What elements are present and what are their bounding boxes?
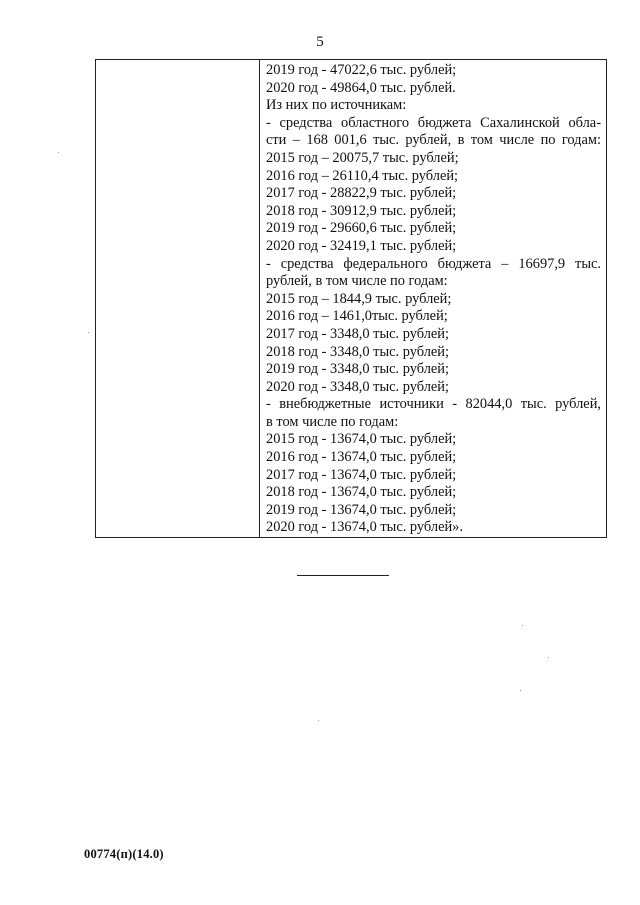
- text-line: - средства областного бюджета Сахалинской обла-: [266, 114, 601, 131]
- text-line: 2016 год – 26110,4 тыс. рублей;: [266, 167, 459, 184]
- text-line: 2018 год - 13674,0 тыс. рублей;: [266, 484, 457, 501]
- text-line: 2015 год - 13674,0 тыс. рублей;: [266, 431, 457, 448]
- table-right-cell: [260, 62, 605, 537]
- text-line: 2017 год - 28822,9 тыс. рублей;: [266, 185, 457, 202]
- text-line: - средства федерального бюджета – 16697,9 тыс.: [266, 255, 601, 272]
- scan-speck: [318, 720, 319, 721]
- text-line: рублей, в том числе по годам:: [266, 273, 448, 290]
- table-left-cell: [96, 60, 260, 537]
- funding-table: [95, 59, 607, 538]
- text-line: 2019 год - 3348,0 тыс. рублей;: [266, 361, 449, 378]
- scan-speck: [88, 332, 89, 333]
- text-line: 2020 год - 3348,0 тыс. рублей;: [266, 378, 449, 395]
- text-line: 2015 год – 1844,9 тыс. рублей;: [266, 290, 452, 307]
- text-line: 2017 год - 13674,0 тыс. рублей;: [266, 466, 457, 483]
- scan-speck: [522, 625, 523, 626]
- text-line: Из них по источникам:: [266, 97, 407, 114]
- text-line: 2020 год - 13674,0 тыс. рублей».: [266, 519, 463, 536]
- text-line: 2019 год - 29660,6 тыс. рублей;: [266, 220, 457, 237]
- text-line: в том числе по годам:: [266, 413, 399, 430]
- document-code: 00774(п)(14.0): [84, 847, 164, 861]
- text-line: 2017 год - 3348,0 тыс. рублей;: [266, 325, 449, 342]
- text-line: 2019 год - 47022,6 тыс. рублей;: [266, 62, 457, 78]
- scan-speck: [58, 152, 59, 153]
- scan-speck: [548, 657, 549, 658]
- text-line: - внебюджетные источники - 82044,0 тыс. рублей,: [266, 396, 601, 413]
- page-number: 5: [316, 34, 324, 50]
- text-line: 2016 год - 13674,0 тыс. рублей;: [266, 449, 457, 466]
- text-line: 2015 год – 20075,7 тыс. рублей;: [266, 149, 459, 166]
- text-line: 2020 год - 32419,1 тыс. рублей;: [266, 237, 457, 254]
- text-line: 2020 год - 49864,0 тыс. рублей.: [266, 79, 456, 96]
- text-line: 2019 год - 13674,0 тыс. рублей;: [266, 501, 457, 518]
- text-line: 2018 год - 3348,0 тыс. рублей;: [266, 343, 449, 360]
- closing-divider-line: [297, 575, 389, 576]
- text-line: 2018 год - 30912,9 тыс. рублей;: [266, 202, 457, 219]
- text-line: 2016 год – 1461,0тыс. рублей;: [266, 308, 448, 325]
- scan-speck: [520, 690, 521, 691]
- text-line: сти – 168 001,6 тыс. рублей, в том числе по годам:: [266, 132, 601, 149]
